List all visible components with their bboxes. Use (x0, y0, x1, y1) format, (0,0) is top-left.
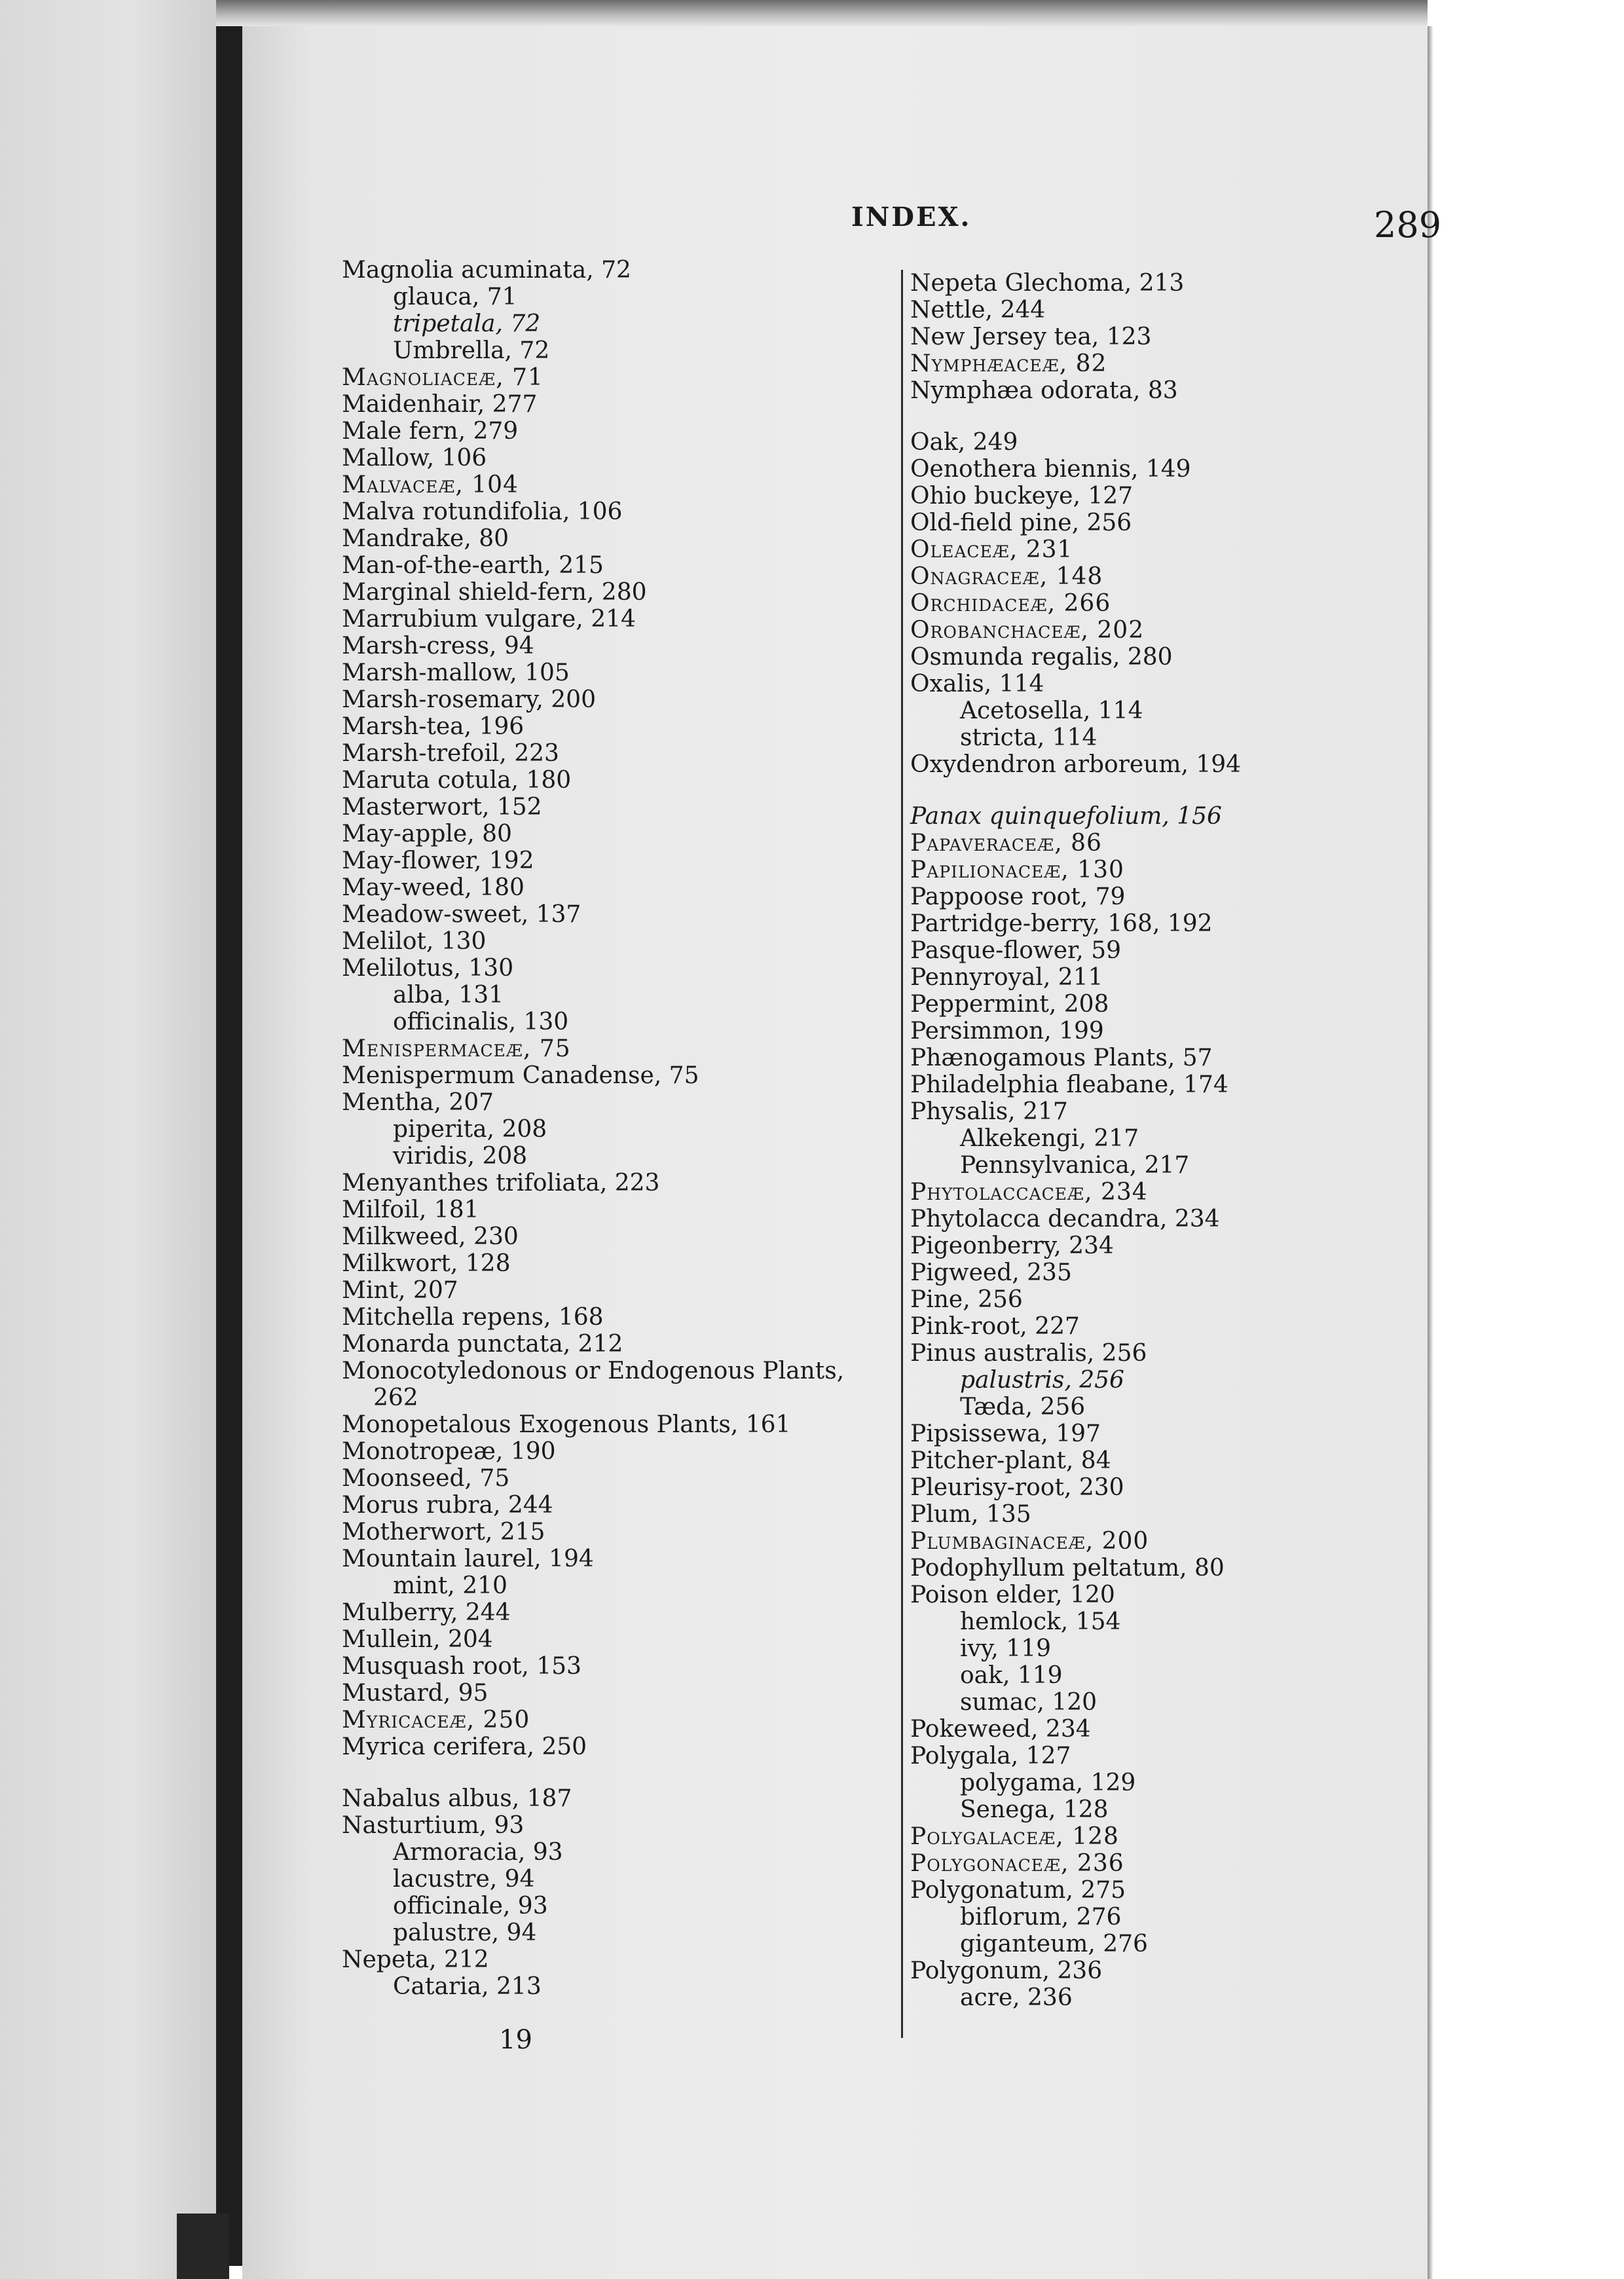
index-entry: Maidenhair, 277 (342, 391, 538, 418)
index-entry: 262 (373, 1384, 418, 1411)
index-subentry: stricta, 114 (960, 724, 1098, 751)
index-entry: Marsh-rosemary, 200 (342, 686, 596, 713)
index-entry: Magnoliaceæ, 71 (342, 364, 544, 391)
index-entry: Oak, 249 (910, 429, 1018, 456)
column-rule (901, 270, 903, 2038)
index-entry: Menispermum Canadense, 75 (342, 1062, 699, 1089)
index-entry: Mulberry, 244 (342, 1599, 511, 1626)
index-entry: Nymphæaceæ, 82 (910, 350, 1107, 377)
index-entry: Pasque-flower, 59 (910, 937, 1121, 964)
index-entry: Phænogamous Plants, 57 (910, 1045, 1213, 1071)
index-subentry: Tæda, 256 (960, 1394, 1086, 1420)
index-subentry: Armoracia, 93 (393, 1839, 563, 1866)
index-entry: Malva rotundifolia, 106 (342, 498, 623, 525)
index-entry: Oenothera biennis, 149 (910, 456, 1191, 483)
index-entry: Orchidaceæ, 266 (910, 590, 1111, 617)
index-entry: Nabalus albus, 187 (342, 1785, 572, 1812)
index-subentry: tripetala, 72 (393, 310, 541, 337)
index-entry: Magnolia acuminata, 72 (342, 257, 631, 284)
index-subentry: mint, 210 (393, 1572, 507, 1599)
index-entry: Mitchella repens, 168 (342, 1304, 604, 1331)
index-entry: New Jersey tea, 123 (910, 324, 1152, 350)
index-subentry: glauca, 71 (393, 284, 517, 310)
index-entry: Polygalaceæ, 128 (910, 1823, 1119, 1850)
index-entry: Mullein, 204 (342, 1626, 493, 1653)
index-entry: Menyanthes trifoliata, 223 (342, 1170, 660, 1196)
index-entry: Polygala, 127 (910, 1743, 1071, 1769)
index-entry (910, 404, 1241, 429)
index-entry: May-weed, 180 (342, 874, 525, 901)
index-entry: Milkwort, 128 (342, 1250, 511, 1277)
scan-margin (1428, 0, 1624, 2279)
index-entry (342, 1760, 844, 1785)
index-entry: Marsh-mallow, 105 (342, 659, 570, 686)
index-entry: Pleurisy-root, 230 (910, 1474, 1124, 1501)
index-entry: Oxydendron arboreum, 194 (910, 751, 1242, 778)
index-subentry: viridis, 208 (393, 1143, 528, 1170)
index-entry: Ohio buckeye, 127 (910, 483, 1134, 510)
running-head: INDEX. (851, 202, 972, 232)
index-entry: Nettle, 244 (910, 297, 1046, 324)
index-entry: Pigeonberry, 234 (910, 1232, 1114, 1259)
index-entry: Moonseed, 75 (342, 1465, 510, 1492)
index-subentry: acre, 236 (960, 1984, 1073, 2011)
index-subentry: sumac, 120 (960, 1689, 1098, 1716)
index-entry: Milfoil, 181 (342, 1196, 479, 1223)
index-entry: Partridge-berry, 168, 192 (910, 910, 1213, 937)
index-entry: Pigweed, 235 (910, 1259, 1072, 1286)
index-column-left (342, 257, 844, 2000)
index-entry: Polygonum, 236 (910, 1957, 1103, 1984)
index-subentry: Acetosella, 114 (960, 697, 1143, 724)
index-entry: Papilionaceæ, 130 (910, 857, 1124, 883)
index-entry: Mountain laurel, 194 (342, 1546, 594, 1572)
index-entry: Podophyllum peltatum, 80 (910, 1555, 1225, 1582)
index-entry: Marsh-cress, 94 (342, 633, 534, 659)
index-entry: Persimmon, 199 (910, 1018, 1104, 1045)
index-entry: Monocotyledonous or Endogenous Plants, (342, 1358, 845, 1384)
index-entry: Marsh-tea, 196 (342, 713, 525, 740)
index-entry: Mallow, 106 (342, 445, 487, 472)
index-entry: Mentha, 207 (342, 1089, 494, 1116)
index-column-right (910, 270, 1241, 2011)
index-entry: Mint, 207 (342, 1277, 458, 1304)
index-entry: Melilotus, 130 (342, 955, 514, 982)
index-entry: Myrica cerifera, 250 (342, 1733, 587, 1760)
index-entry: Milkweed, 230 (342, 1223, 519, 1250)
index-subentry: polygama, 129 (960, 1769, 1136, 1796)
index-entry: Old-field pine, 256 (910, 510, 1132, 536)
index-entry: Pine, 256 (910, 1286, 1023, 1313)
index-entry: Pappoose root, 79 (910, 883, 1126, 910)
index-entry: Phytolaccaceæ, 234 (910, 1179, 1148, 1206)
book-spine (216, 26, 242, 2266)
index-subentry: oak, 119 (960, 1662, 1063, 1689)
index-entry: Plumbaginaceæ, 200 (910, 1528, 1149, 1555)
index-entry: Mandrake, 80 (342, 525, 509, 552)
index-entry: Monarda punctata, 212 (342, 1331, 623, 1358)
index-entry: Philadelphia fleabane, 174 (910, 1071, 1228, 1098)
index-entry: Poison elder, 120 (910, 1582, 1115, 1608)
index-subentry: piperita, 208 (393, 1116, 547, 1143)
index-subentry: biflorum, 276 (960, 1904, 1122, 1931)
index-entry: May-flower, 192 (342, 847, 534, 874)
index-entry: Mustard, 95 (342, 1680, 489, 1707)
facing-page-edge (0, 0, 216, 2279)
scan-top-shadow (216, 0, 1624, 26)
index-subentry: ivy, 119 (960, 1635, 1052, 1662)
index-subentry: Cataria, 213 (393, 1973, 542, 2000)
index-subentry: alba, 131 (393, 982, 504, 1009)
index-entry: Physalis, 217 (910, 1098, 1068, 1125)
index-subentry: palustris, 256 (960, 1367, 1124, 1394)
index-entry: Morus rubra, 244 (342, 1492, 553, 1519)
index-entry: Marsh-trefoil, 223 (342, 740, 559, 767)
index-entry: Panax quinquefolium, 156 (910, 803, 1222, 830)
index-entry: Polygonaceæ, 236 (910, 1850, 1124, 1877)
index-entry: May-apple, 80 (342, 821, 512, 847)
index-entry: Man-of-the-earth, 215 (342, 552, 604, 579)
index-entry: Plum, 135 (910, 1501, 1031, 1528)
index-entry: Malvaceæ, 104 (342, 472, 519, 498)
index-subentry: Pennsylvanica, 217 (960, 1152, 1190, 1179)
index-entry: Polygonatum, 275 (910, 1877, 1126, 1904)
index-entry: Monopetalous Exogenous Plants, 161 (342, 1411, 791, 1438)
index-entry: Pitcher-plant, 84 (910, 1447, 1111, 1474)
index-entry: Pipsissewa, 197 (910, 1420, 1101, 1447)
index-entry: Musquash root, 153 (342, 1653, 581, 1680)
index-subentry: hemlock, 154 (960, 1608, 1121, 1635)
index-entry: Male fern, 279 (342, 418, 519, 445)
signature-mark: 19 (499, 2025, 532, 2055)
index-entry: Masterwort, 152 (342, 794, 542, 821)
page-edge (1428, 26, 1433, 2279)
index-entry: Phytolacca decandra, 234 (910, 1206, 1220, 1232)
index-entry: Oleaceæ, 231 (910, 536, 1073, 563)
index-entry: Monotropeæ, 190 (342, 1438, 556, 1465)
index-entry: Meadow-sweet, 137 (342, 901, 581, 928)
index-entry: Peppermint, 208 (910, 991, 1109, 1018)
page-number: 289 (1374, 204, 1442, 246)
index-subentry: officinalis, 130 (393, 1009, 569, 1035)
index-entry: Nymphæa odorata, 83 (910, 377, 1178, 404)
index-subentry: Senega, 128 (960, 1796, 1109, 1823)
index-subentry: Umbrella, 72 (393, 337, 550, 364)
index-entry: Myricaceæ, 250 (342, 1707, 530, 1733)
index-subentry: lacustre, 94 (393, 1866, 535, 1893)
index-entry: Pinus australis, 256 (910, 1340, 1147, 1367)
index-entry: Orobanchaceæ, 202 (910, 617, 1145, 644)
index-entry: Nasturtium, 93 (342, 1812, 525, 1839)
book-spine-foot (177, 2214, 229, 2279)
index-entry: Oxalis, 114 (910, 671, 1044, 697)
index-entry: Pennyroyal, 211 (910, 964, 1103, 991)
index-entry: Marrubium vulgare, 214 (342, 606, 636, 633)
index-entry: Maruta cotula, 180 (342, 767, 572, 794)
index-entry: Melilot, 130 (342, 928, 487, 955)
index-entry: Onagraceæ, 148 (910, 563, 1103, 590)
index-entry: Osmunda regalis, 280 (910, 644, 1173, 671)
index-entry: Motherwort, 215 (342, 1519, 545, 1546)
index-entry: Papaveraceæ, 86 (910, 830, 1102, 857)
index-entry: Pokeweed, 234 (910, 1716, 1091, 1743)
index-subentry: Alkekengi, 217 (960, 1125, 1139, 1152)
index-entry (910, 778, 1241, 803)
index-subentry: palustre, 94 (393, 1919, 537, 1946)
index-subentry: officinale, 93 (393, 1893, 548, 1919)
index-entry: Nepeta Glechoma, 213 (910, 270, 1185, 297)
index-entry: Pink-root, 227 (910, 1313, 1080, 1340)
index-entry: Marginal shield-fern, 280 (342, 579, 647, 606)
index-entry: Menispermaceæ, 75 (342, 1035, 571, 1062)
index-entry: Nepeta, 212 (342, 1946, 489, 1973)
index-subentry: giganteum, 276 (960, 1931, 1148, 1957)
